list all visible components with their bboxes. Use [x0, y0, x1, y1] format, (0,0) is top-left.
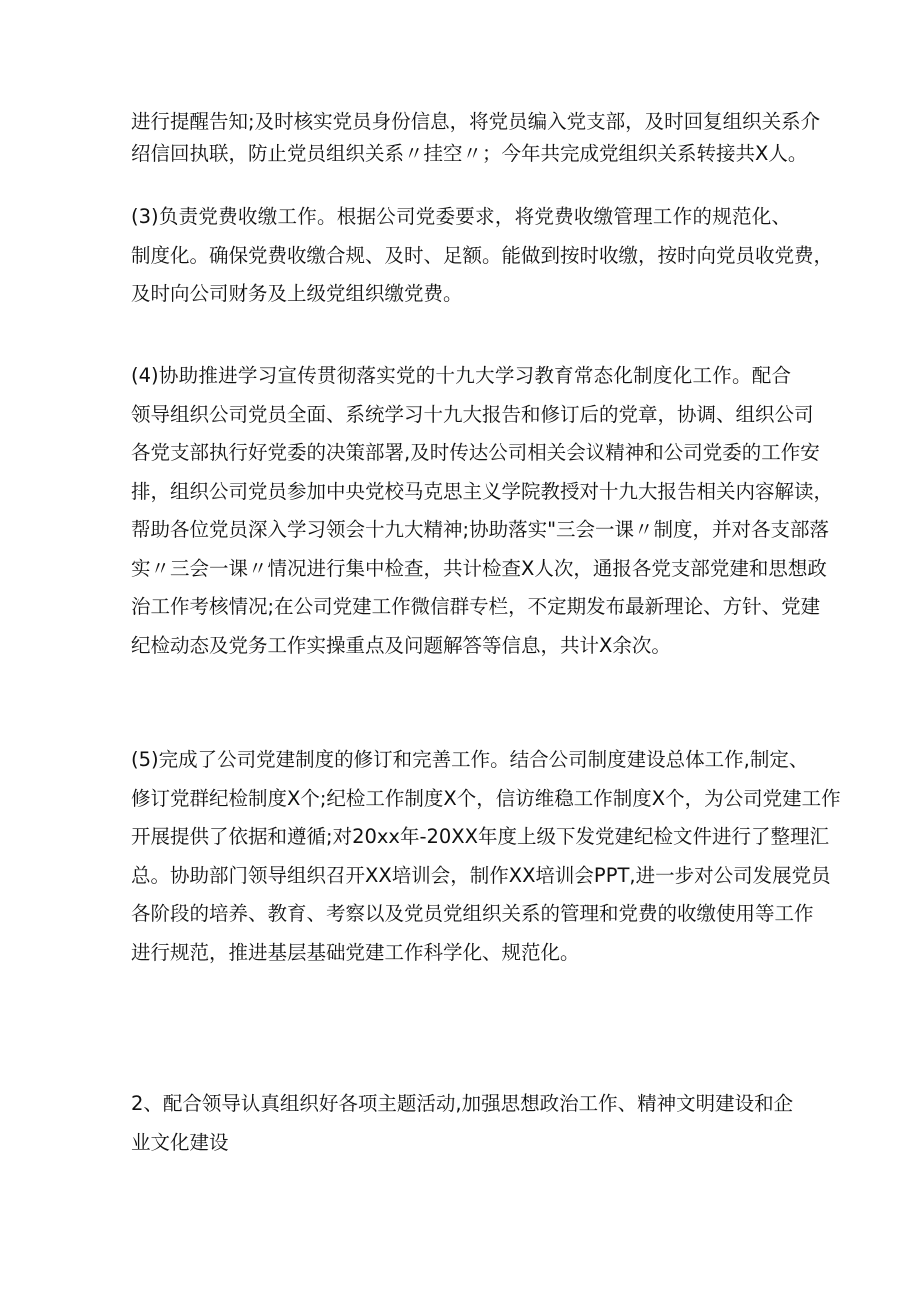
text-line: 进行提醒告知;及时核实党员身份信息，将党员编入党支部，及时回复组织关系介 — [131, 110, 821, 133]
text-line: 各阶段的培养、教育、考察以及党员党组织关系的管理和党费的收缴使用等工作 — [131, 902, 814, 925]
paragraph-study-promotion — [131, 357, 834, 665]
text-line: 2、配合领导认真组织好各项主题活动,加强思想政治工作、精神文明建设和企 — [131, 1092, 794, 1115]
paragraph-system-revision — [131, 741, 841, 972]
text-line: 开展提供了依据和遵循;对20xx年-20XX年度上级下发党建纪检文件进行了整理汇 — [131, 825, 830, 848]
text-line: 总。协助部门领导组织召开XX培训会，制作XX培训会PPT,进一步对公司发展党员 — [131, 863, 831, 887]
text-line: 领导组织公司党员全面、系统学习十九大报告和修订后的党章，协调、组织公司 — [131, 402, 814, 426]
paragraph-party-dues — [131, 198, 834, 314]
text-line: 业文化建设 — [131, 1130, 229, 1154]
text-line: 修订党群纪检制度X个;纪检工作制度X个，信访维稳工作制度X个，为公司党建工作 — [131, 786, 841, 810]
paragraph-party-relations — [131, 106, 821, 170]
text-line: 治工作考核情况;在公司党建工作微信群专栏，不定期发布最新理论、方针、党建 — [131, 595, 821, 618]
text-line: 绍信回执联，防止党员组织关系〃挂空〃；今年共完成党组织关系转接共X人。 — [131, 142, 808, 165]
text-line: 排，组织公司党员参加中央党校马克思主义学院教授对十九大报告相关内容解读， — [131, 479, 834, 503]
text-line: 纪检动态及党务工作实操重点及问题解答等信息，共计X余次。 — [131, 633, 671, 657]
text-line: (3)负责党费收缴工作。根据公司党委要求，将党费收缴管理工作的规范化、 — [131, 205, 791, 228]
text-line: 及时向公司财务及上级党组织缴党费。 — [131, 282, 463, 305]
text-line: 各党支部执行好党委的决策部署,及时传达公司相关会议精神和公司党委的工作安 — [131, 441, 820, 464]
text-line: (5)完成了公司党建制度的修订和完善工作。结合公司制度建设总体工作,制定、 — [131, 748, 809, 771]
text-line: 制度化。确保党费收缴合规、及时、足额。能做到按时收缴，按时向党员收党费， — [131, 243, 834, 267]
text-line: (4)协助推进学习宣传贯彻落实党的十九大学习教育常态化制度化工作。配合 — [131, 364, 791, 387]
text-line: 进行规范，推进基层基础党建工作科学化、规范化。 — [131, 940, 580, 964]
text-line: 帮助各位党员深入学习领会十九大精神;协助落实"三会一课〃制度，并对各支部落 — [131, 518, 830, 541]
paragraph-section-heading — [131, 1085, 794, 1162]
text-line: 实〃三会一课〃情况进行集中检查，共计检查X人次，通报各党支部党建和思想政 — [131, 556, 827, 580]
